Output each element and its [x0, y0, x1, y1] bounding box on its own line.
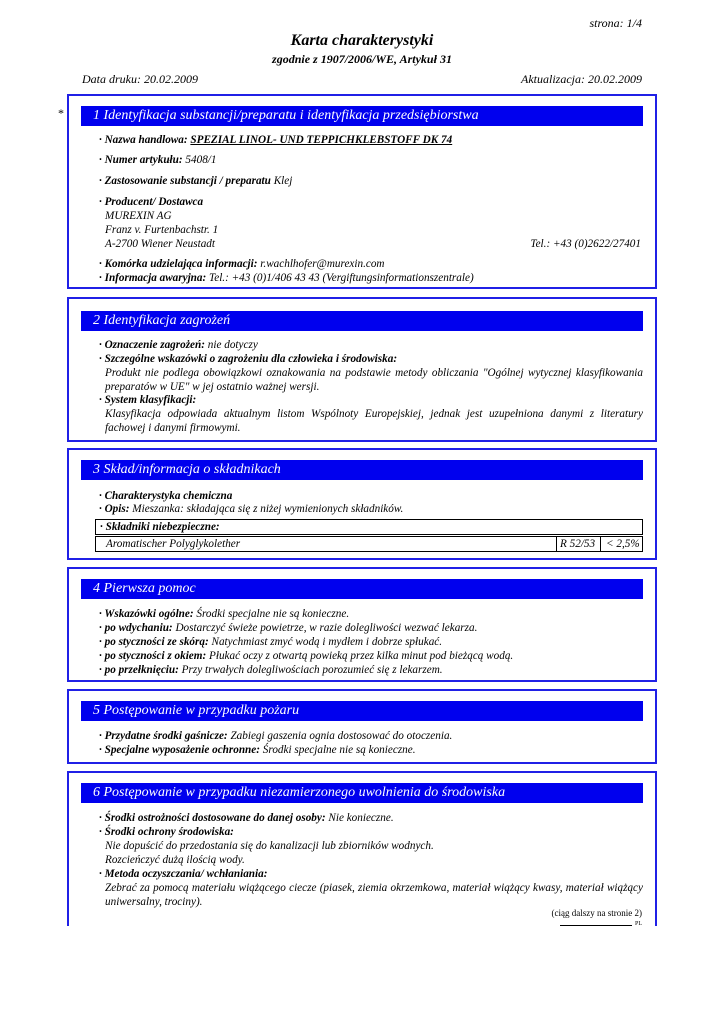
revision-marker: *	[58, 106, 64, 120]
producer-street: Franz v. Furtenbachstr. 1	[105, 224, 219, 236]
article-number-value: 5408/1	[185, 154, 217, 166]
section-2-title: 2 Identyfikacja zagrożeń	[81, 311, 643, 331]
section-4-title: 4 Pierwsza pomoc	[81, 579, 643, 599]
first-aid-general-label: · Wskazówki ogólne:	[99, 608, 194, 620]
inhalation-label: · po wdychaniu:	[99, 622, 173, 634]
personal-precautions-value: Nie konieczne.	[328, 812, 394, 824]
section-3	[67, 448, 657, 560]
section-2	[67, 297, 657, 442]
chemical-characterization-label: · Charakterystyka chemiczna	[99, 490, 233, 502]
environmental-precautions-text-1: Nie dopuścić do przedostania się do kanalizacji lub zbiorników wodnych.	[105, 840, 434, 852]
eye-contact-label: · po styczności z okiem:	[99, 650, 207, 662]
continued-note: (ciąg dalszy na stronie 2)	[551, 908, 642, 918]
article-number-line	[99, 154, 216, 166]
info-contact-line	[99, 258, 385, 270]
emergency-label: · Informacja awaryjna:	[99, 272, 207, 284]
classification-label: · System klasyfikacji:	[99, 394, 197, 406]
extinguishing-media-line	[99, 730, 452, 742]
protective-equipment-label: · Specjalne wyposażenie ochronne:	[99, 744, 260, 756]
special-hazards-text: Produkt nie podlega obowiązkowi oznakowania na podstawie metody obliczania "Ogólnej wytycznej klasyfikowania preparatów w UE" w jej ostatnio ważnej wersji.	[105, 367, 643, 393]
section-5-title: 5 Postępowanie w przypadku pożaru	[81, 701, 643, 721]
first-aid-general-line	[99, 608, 349, 620]
page-number: strona: 1/4	[589, 16, 642, 30]
producer-city: A-2700 Wiener Neustadt	[105, 238, 215, 250]
info-contact-value: r.wachlhofer@murexin.com	[260, 258, 385, 270]
ingredient-concentration: < 2,5%	[600, 537, 644, 551]
hazardous-components-header	[95, 519, 643, 535]
extinguishing-media-value: Zabiegi gaszenia ognia dostosować do otoczenia.	[230, 730, 453, 742]
cleanup-method-text: Zebrać za pomocą materiału wiążącego ciecze (piasek, ziemia okrzemkowa, materiał wiążący kwasy, materiał wiążący uniwersalny, trociny).	[105, 882, 643, 908]
article-number-label: · Numer artykułu:	[99, 154, 183, 166]
inhalation-value: Dostarczyć świeże powietrze, w razie dolegliwości wezwać lekarza.	[175, 622, 478, 634]
classification-text: Klasyfikacja odpowiada aktualnym listom Wspólnoty Europejskiej, jednak jest uzupełniona danymi z literatury fachowej i danymi firmowymi.	[105, 408, 643, 434]
trade-name-label: · Nazwa handlowa:	[99, 134, 188, 146]
hazard-marking-label: · Oznaczenie zagrożeń:	[99, 339, 205, 351]
emergency-line	[99, 272, 474, 284]
info-contact-label: · Komórka udzielająca informacji:	[99, 258, 258, 270]
personal-precautions-label: · Środki ostrożności dostosowane do danej osoby:	[99, 812, 326, 824]
description-line	[99, 503, 403, 515]
extinguishing-media-label: · Przydatne środki gaśnicze:	[99, 730, 228, 742]
print-date: Data druku: 20.02.2009	[82, 72, 198, 86]
section-6-title: 6 Postępowanie w przypadku niezamierzonego uwolnienia do środowiska	[81, 783, 643, 803]
section-4	[67, 567, 657, 682]
use-label: · Zastosowanie substancji / preparatu	[99, 175, 271, 187]
use-line	[99, 175, 292, 187]
hazard-marking-line	[99, 339, 258, 351]
cleanup-method-label: · Metoda oczyszczania/ wchłaniania:	[99, 868, 268, 880]
protective-equipment-value: Środki specjalne nie są konieczne.	[262, 744, 416, 756]
section-1-title: 1 Identyfikacja substancji/preparatu i identyfikacja przedsiębiorstwa	[81, 106, 643, 126]
environmental-precautions-text-2: Rozcieńczyć dużą ilością wody.	[105, 854, 245, 866]
section-5	[67, 689, 657, 764]
ingredient-name: Aromatischer Polyglykolether	[106, 538, 241, 550]
skin-contact-line	[99, 636, 442, 648]
first-aid-general-value: Środki specjalne nie są konieczne.	[196, 608, 350, 620]
document-subtitle: zgodnie z 1907/2006/WE, Artykuł 31	[272, 52, 452, 66]
ingestion-line	[99, 664, 443, 676]
hazard-marking-value: nie dotyczy	[207, 339, 258, 351]
description-value: Mieszanka: składająca się z niżej wymienionych składników.	[132, 503, 404, 515]
special-hazards-label: · Szczególne wskazówki o zagrożeniu dla człowieka i środowiska:	[99, 353, 398, 365]
producer-phone: Tel.: +43 (0)2622/27401	[530, 238, 641, 250]
hazardous-components-label: · Składniki niebezpieczne:	[100, 521, 220, 533]
skin-contact-label: · po styczności ze skórą:	[99, 636, 209, 648]
trade-name-line	[99, 134, 452, 146]
document-title: Karta charakterystyki	[290, 32, 434, 49]
language-code: PL	[634, 921, 642, 927]
inhalation-line	[99, 622, 477, 634]
skin-contact-value: Natychmiast zmyć wodą i mydłem i dobrze spłukać.	[211, 636, 443, 648]
update-date: Aktualizacja: 20.02.2009	[521, 72, 642, 86]
footer-divider	[560, 925, 632, 926]
environmental-precautions-label: · Środki ochrony środowiska:	[99, 826, 234, 838]
ingredient-risk-phrase: R 52/53	[556, 537, 600, 551]
section-6	[67, 771, 657, 926]
emergency-value: Tel.: +43 (0)1/406 43 43 (Vergiftungsinformationszentrale)	[209, 272, 474, 284]
description-label: · Opis:	[99, 503, 130, 515]
use-value: Klej	[273, 175, 293, 187]
trade-name-value: SPEZIAL LINOL- UND TEPPICHKLEBSTOFF DK 74	[190, 134, 453, 146]
eye-contact-value: Płukać oczy z otwartą powieką przez kilka minut pod bieżącą wodą.	[209, 650, 514, 662]
producer-name: MUREXIN AG	[105, 210, 172, 222]
personal-precautions-line	[99, 812, 394, 824]
ingestion-value: Przy trwałych dolegliwościach porozumieć się z lekarzem.	[181, 664, 443, 676]
eye-contact-line	[99, 650, 513, 662]
producer-label: · Producent/ Dostawca	[99, 196, 204, 208]
ingestion-label: · po przełknięciu:	[99, 664, 179, 676]
table-row	[95, 536, 643, 552]
section-3-title: 3 Skład/informacja o składnikach	[81, 460, 643, 480]
protective-equipment-line	[99, 744, 416, 756]
section-1	[67, 94, 657, 289]
